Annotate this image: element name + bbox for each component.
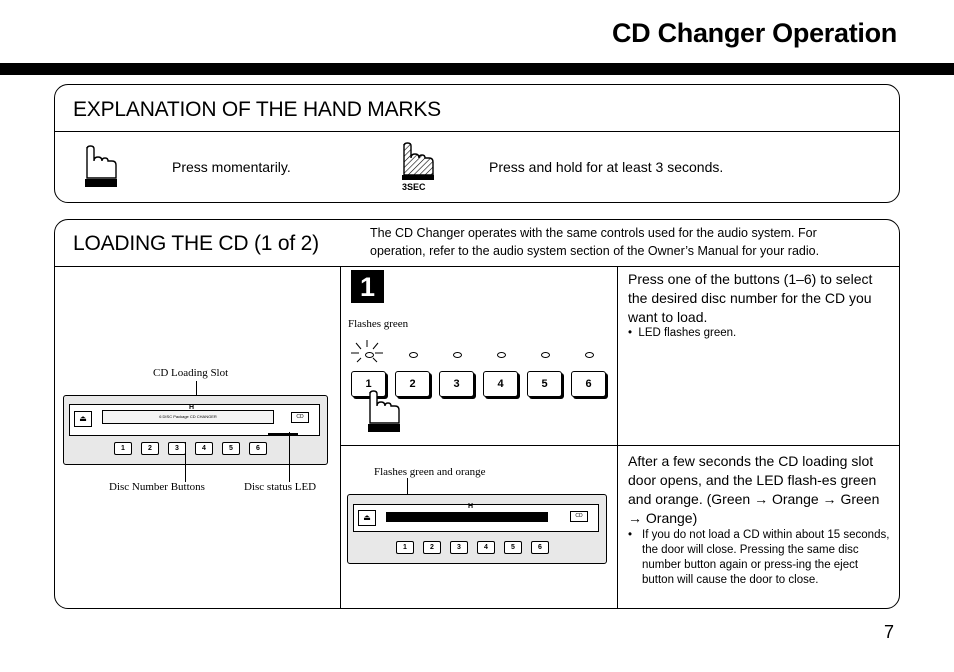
- led-1-flashing: [365, 352, 374, 358]
- text-column-divider: [617, 266, 618, 608]
- cd-changer-unit-step2: [347, 494, 607, 564]
- page-title: CD Changer Operation: [611, 18, 897, 48]
- disc-button-5[interactable]: 5: [527, 371, 562, 397]
- eject-button-overview[interactable]: ⏏: [74, 411, 92, 427]
- disc-button-2[interactable]: 2: [395, 371, 430, 397]
- disc-button-3[interactable]: 3: [439, 371, 474, 397]
- three-second-caption: 3SEC: [402, 182, 426, 192]
- step2-bullet: [628, 528, 890, 588]
- cd-loading-slot[interactable]: [102, 410, 274, 424]
- step1-instruction: Press one of the buttons (1–6) to select the desired disc number for the CD you want to load.: [628, 271, 873, 325]
- overview-disc-button-4[interactable]: 4: [195, 442, 213, 455]
- cd-loading-slot-label: CD Loading Slot: [153, 367, 229, 379]
- cd-loading-slot-open[interactable]: [386, 512, 548, 522]
- press-momentarily-hand-icon: [84, 145, 118, 189]
- step2-button-row: [396, 541, 549, 554]
- press-and-hold-label: Press and hold for at least 3 seconds.: [489, 159, 724, 175]
- overview-disc-button-6[interactable]: 6: [249, 442, 267, 455]
- led-6: [585, 352, 594, 358]
- step2-instruction: After a few seconds the CD loading slot door opens, and the LED flash-es green and orange. (Green → Orange → Green → Orange): [628, 453, 880, 526]
- step2-disc-button-3[interactable]: 3: [450, 541, 468, 554]
- overview-disc-button-5[interactable]: 5: [222, 442, 240, 455]
- disc-logo-icon-step2: CD: [570, 511, 588, 522]
- step-number-badge: 1: [351, 270, 384, 303]
- led-2: [409, 352, 418, 358]
- led-4: [497, 352, 506, 358]
- bullet-icon: •: [628, 529, 633, 541]
- loading-panel: [54, 219, 900, 609]
- press-momentarily-label: Press momentarily.: [172, 159, 291, 175]
- step1-bullet: [628, 326, 890, 341]
- step-row-divider: [340, 445, 899, 446]
- disc-logo-icon: CD: [291, 412, 309, 423]
- step2-bullet-text: If you do not load a CD within about 15 seconds, the door will close. Pressing the same disc number button again or press-ing the eject button will cause the door to close.: [642, 529, 890, 586]
- led-5: [541, 352, 550, 358]
- title-rule: [0, 63, 954, 75]
- disc-number-buttons-label: Disc Number Buttons: [109, 481, 205, 493]
- led-3: [453, 352, 462, 358]
- bullet-icon: •: [628, 327, 639, 339]
- buttons-leader-line: [185, 442, 186, 482]
- disc-button-1[interactable]: 1: [351, 371, 386, 397]
- disc-status-led-label: Disc status LED: [244, 481, 317, 493]
- step2-callout: Flashes green and orange: [374, 466, 486, 478]
- disc-button-4[interactable]: 4: [483, 371, 518, 397]
- overview-disc-button-3[interactable]: 3: [168, 442, 186, 455]
- hand-marks-divider: [55, 131, 899, 132]
- step2-disc-button-6[interactable]: 6: [531, 541, 549, 554]
- loading-intro: The CD Changer operates with the same controls used for the audio system. For operation, refer to the audio system section of the Owner’s Manual for your radio.: [370, 226, 820, 258]
- press-and-hold-hand-icon: [401, 142, 435, 180]
- overview-button-row: [114, 442, 267, 455]
- step1-callout: Flashes green: [348, 318, 409, 330]
- overview-disc-button-1[interactable]: 1: [114, 442, 132, 455]
- led-leader-line: [289, 432, 290, 482]
- disc-button-6[interactable]: 6: [571, 371, 606, 397]
- hand-marks-heading: EXPLANATION OF THE HAND MARKS: [73, 98, 441, 121]
- overview-disc-button-2[interactable]: 2: [141, 442, 159, 455]
- honda-logo-icon-step2: H: [468, 503, 474, 510]
- step2-disc-button-5[interactable]: 5: [504, 541, 522, 554]
- hand-marks-panel: [54, 84, 900, 203]
- loading-heading: LOADING THE CD (1 of 2): [73, 232, 319, 255]
- page-number: 7: [883, 622, 894, 642]
- pressing-hand-icon: [366, 390, 402, 434]
- eject-button-step2[interactable]: ⏏: [358, 510, 376, 526]
- step2-disc-button-1[interactable]: 1: [396, 541, 414, 554]
- honda-logo-icon: H: [189, 404, 195, 411]
- step1-bullet-text: LED flashes green.: [638, 327, 737, 339]
- step2-disc-button-2[interactable]: 2: [423, 541, 441, 554]
- diagram-column-divider: [340, 266, 341, 608]
- loading-header-divider: [55, 266, 899, 267]
- unit-model-text: 6 DISC Package CD CHANGER: [159, 414, 217, 419]
- disc-status-led-strip: [268, 433, 298, 436]
- step2-disc-button-4[interactable]: 4: [477, 541, 495, 554]
